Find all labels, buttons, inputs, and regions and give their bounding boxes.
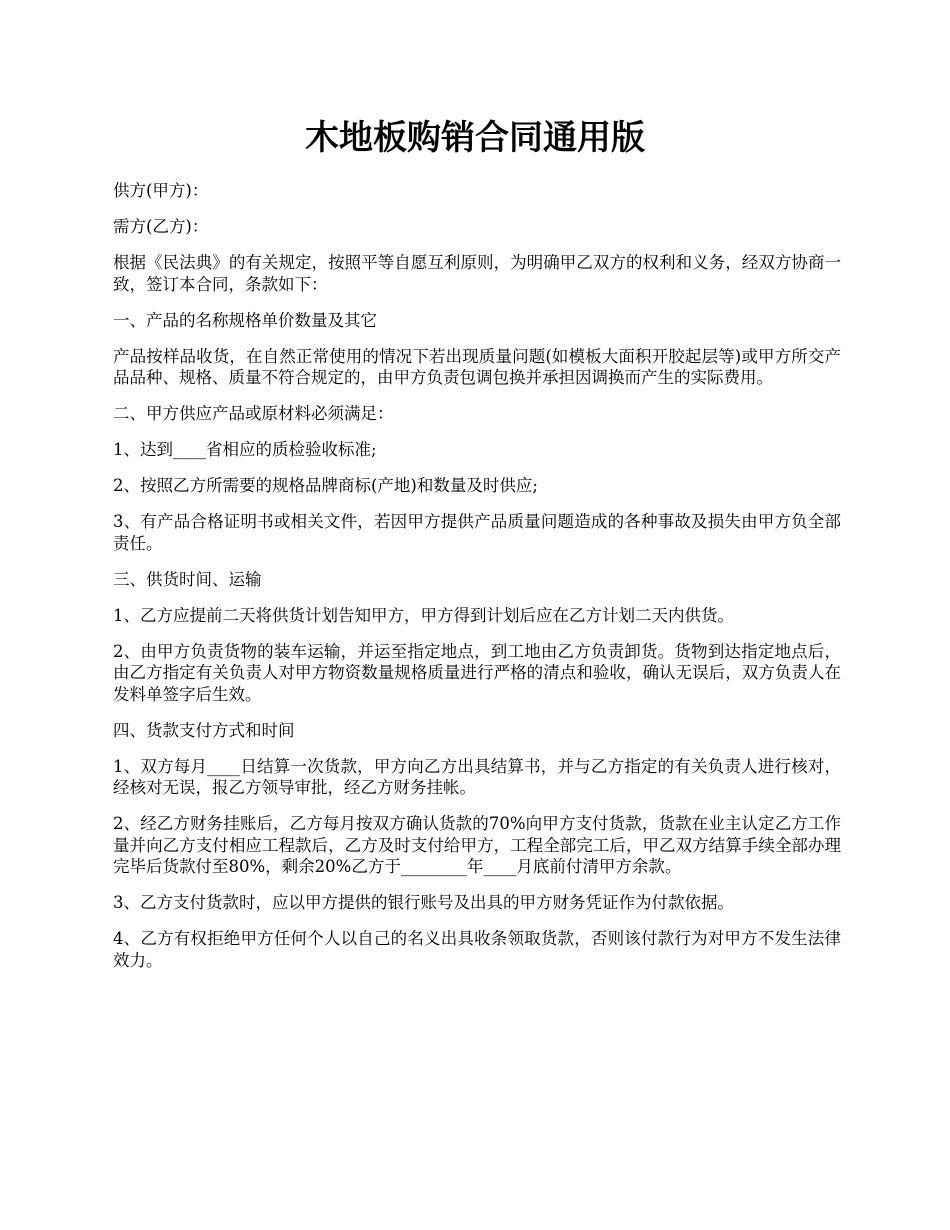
section-heading-3: 三、供货时间、运输 [113,569,262,589]
section-3-item-2: 2、由甲方负责货物的装车运输，并运至指定地点，到工地由乙方负责卸货。货物到达指定地点后，由乙方指定有关负责人对甲方物资数量规格质量进行严格的清点和验收，确认无误后，双方负责人在发料单签字后生效。 [113,641,841,704]
document-title: 木地板购销合同通用版 [305,118,645,158]
section-2-item-3: 3、有产品合格证明书或相关文件，若因甲方提供产品质量问题造成的各种事故及损失由甲方负全部责任。 [113,512,841,553]
section-heading-1: 一、产品的名称规格单价数量及其它 [113,310,377,330]
section-4-item-2: 2、经乙方财务挂账后，乙方每月按双方确认货款的70%向甲方支付货款，货款在业主认定乙方工作量并向乙方支付相应工程款后，乙方及时支付给甲方，工程全部完工后，甲乙双方结算手续全部办理完毕后货款付至80%，剩余20%乙方于________年____月底前付清甲方余款。 [113,814,841,876]
section-2-item-2: 2、按照乙方所需要的规格品牌商标(产地)和数量及时供应; [113,476,538,495]
section-1-paragraph: 产品按样品收货，在自然正常使用的情况下若出现质量问题(如模板大面积开胶起层等)或甲方所交产品品种、规格、质量不符合规定的，由甲方负责包调包换并承担因调换而产生的实际费用。 [113,346,841,387]
section-heading-2: 二、甲方供应产品或原材料必须满足： [113,404,394,423]
party-b-line: 需方(乙方)： [113,217,209,236]
section-4-item-3: 3、乙方支付货款时，应以甲方提供的银行账号及出具的甲方财务凭证作为付款依据。 [113,893,734,912]
section-2-item-1: 1、达到____省相应的质检验收标准; [113,440,377,459]
section-heading-4: 四、货款支付方式和时间 [113,720,295,740]
section-3-item-1: 1、乙方应提前二天将供货计划告知甲方，甲方得到计划后应在乙方计划二天内供货。 [113,605,734,625]
section-4-item-4: 4、乙方有权拒绝甲方任何个人以自己的名义出具收条领取货款，否则该付款行为对甲方不发生法律效力。 [113,929,841,970]
section-4-item-1: 1、双方每月____日结算一次货款，甲方向乙方出具结算书，并与乙方指定的有关负责人进行核对，经核对无误，报乙方领导审批，经乙方财务挂帐。 [113,756,841,797]
party-a-line: 供方(甲方)： [113,181,209,200]
document-body [113,180,841,986]
preamble-paragraph: 根据《民法典》的有关规定，按照平等自愿互利原则，为明确甲乙双方的权利和义务，经双方协商一致，签订本合同，条款如下： [113,253,841,294]
